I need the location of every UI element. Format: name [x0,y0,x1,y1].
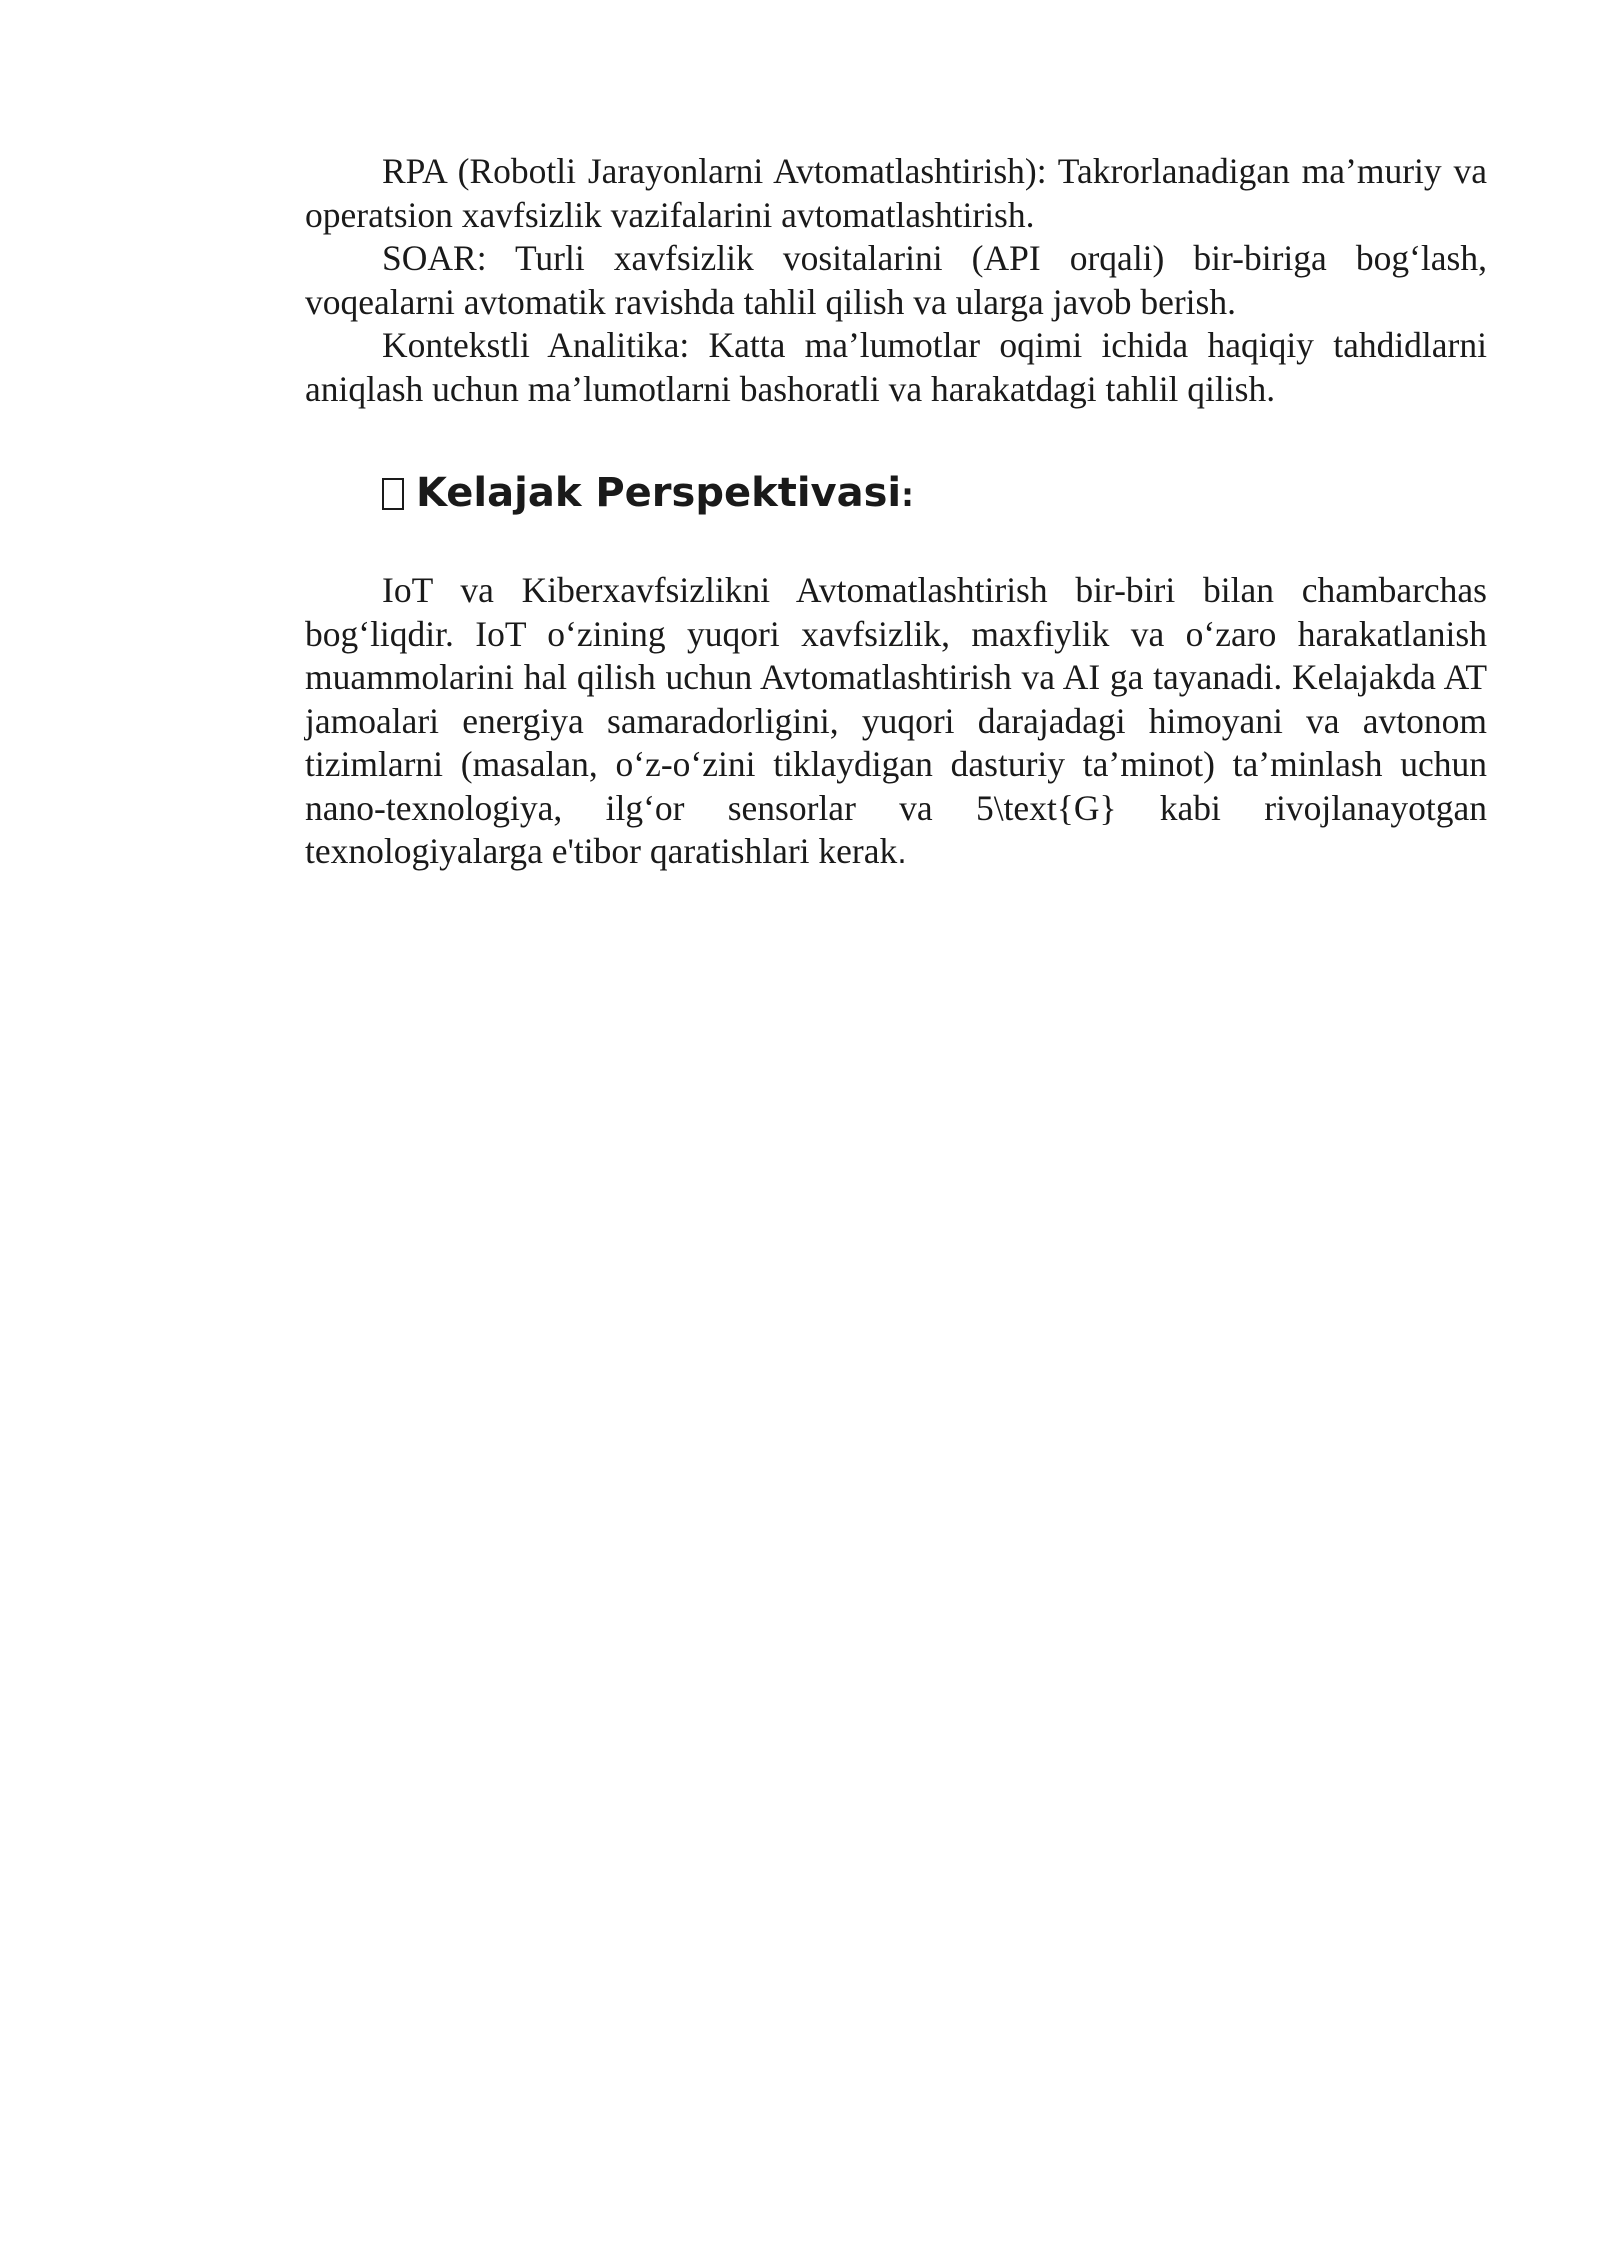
section-heading [305,469,1487,519]
paragraph-future-text: IoT va Kiberxavfsizlikni Avtomatlashtirish bir-biri bilan chambarchas bog‘liqdir. IoT o‘zining yuqori xavfsizlik, maxfiylik va o‘zaro harakatlanish muammolarini hal qilish uchun Avtomatlashtirish va AI ga tayanadi. Kelajakda AT jamoalari energiya samaradorligini, yuqori darajadagi himoyani va avtonom tizimlarni (masalan, o‘z-o‘zini tiklaydigan dasturiy ta’minot) ta’minlash uchun nano-texnologiya, ilg‘or sensorlar va 5\text{G} kabi rivojlanayotgan texnologiyalarga e'tibor qaratishlari kerak [305,570,1487,871]
missing-glyph-box-icon [382,478,404,510]
heading-colon: : [901,476,914,514]
document-body [305,150,1487,876]
paragraph-future [305,569,1487,876]
heading-text: Kelajak Perspektivasi [416,470,902,516]
paragraph-rpa: RPA (Robotli Jarayonlarni Avtomatlashtirish): Takrorlanadigan ma’muriy va operatsion xavfsizlik vazifalarini avtomatlashtirish. [305,151,1487,235]
paragraph-soar: SOAR: Turli xavfsizlik vositalarini (API orqali) bir-biriga bog‘lash, voqealarni avtomatik ravishda tahlil qilish va ularga javob berish. [305,238,1487,322]
paragraph-future-end: . [897,836,907,871]
paragraph-analytics: Kontekstli Analitika: Katta ma’lumotlar oqimi ichida haqiqiy tahdidlarni aniqlash uchun ma’lumotlarni bashoratli va harakatdagi tahlil qilish. [305,325,1487,409]
